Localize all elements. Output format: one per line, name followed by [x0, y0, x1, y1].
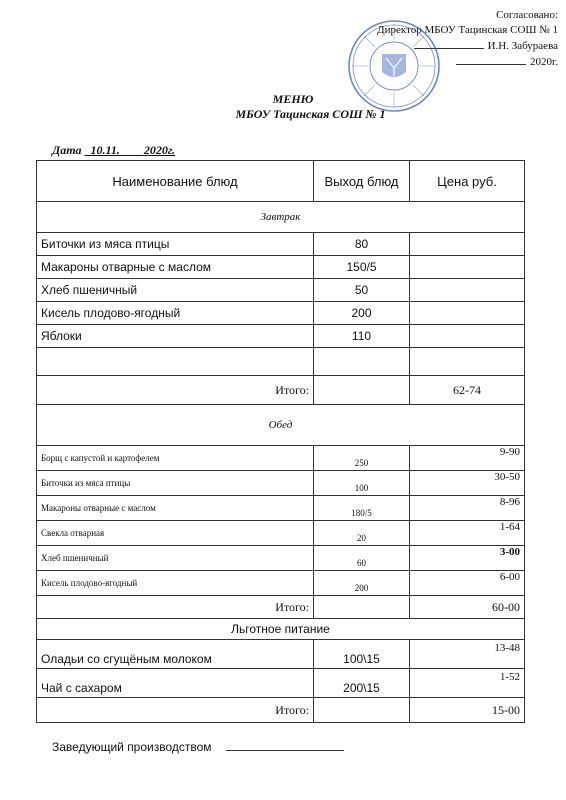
approval-year: 2020г.: [377, 54, 558, 70]
dish-price: [410, 256, 525, 279]
menu-date: [52, 143, 175, 158]
footer-signature: [52, 740, 344, 754]
dish-price: [410, 325, 525, 348]
dish-price: 13-48: [410, 640, 525, 669]
dish-name: Макароны отварные с маслом: [37, 256, 314, 279]
dish-name: Кисель плодово-ягодный: [37, 302, 314, 325]
table-row: [37, 325, 525, 348]
approval-heading: Согласовано:: [496, 9, 558, 21]
table-row: [37, 279, 525, 302]
dish-price: 9-90: [410, 446, 525, 471]
dish-price: 8-96: [410, 496, 525, 521]
dish-portion: 200\15: [314, 669, 410, 698]
breakfast-total: 62-74: [410, 376, 525, 405]
dish-portion: 60: [314, 546, 410, 571]
dish-portion: 100\15: [314, 640, 410, 669]
dish-name: Хлеб пшеничный: [37, 279, 314, 302]
dish-price: 30-50: [410, 471, 525, 496]
lunch-total-row: [37, 596, 525, 619]
table-row: [37, 546, 525, 571]
table-row: [37, 571, 525, 596]
table-row: [37, 446, 525, 471]
table-row: [37, 302, 525, 325]
dish-portion: 150/5: [314, 256, 410, 279]
table-row: [37, 640, 525, 669]
dish-name: Яблоки: [37, 325, 314, 348]
dish-price: 6-00: [410, 571, 525, 596]
table-row: [37, 496, 525, 521]
dish-name: Борщ с капустой и картофелем: [37, 446, 314, 471]
dish-name: Свекла отварная: [37, 521, 314, 546]
dish-portion: 110: [314, 325, 410, 348]
date-line: [456, 54, 526, 65]
dish-portion: 80: [314, 233, 410, 256]
dish-price: [410, 279, 525, 302]
dish-name: Чай с сахаром: [37, 669, 314, 698]
dish-portion: 180/5: [314, 496, 410, 521]
dish-name: Хлеб пшеничный: [37, 546, 314, 571]
dish-portion: 50: [314, 279, 410, 302]
dish-price: [410, 233, 525, 256]
lunch-total: 60-00: [410, 596, 525, 619]
total-label: Итого:: [37, 698, 314, 723]
dish-portion: 100: [314, 471, 410, 496]
total-label: Итого:: [37, 596, 314, 619]
approval-position: Директор МБОУ Тацинская СОШ № 1: [377, 24, 558, 36]
section-benefit: Льготное питание: [37, 619, 525, 640]
table-row: [37, 471, 525, 496]
total-label: Итого:: [37, 376, 314, 405]
dish-price: [410, 302, 525, 325]
dish-name: Макароны отварные с маслом: [37, 496, 314, 521]
menu-heading: МЕНЮ: [272, 92, 314, 106]
dish-name: Кисель плодово-ягодный: [37, 571, 314, 596]
dish-portion: 250: [314, 446, 410, 471]
dish-name: Оладьи со сгущёным молоком: [37, 640, 314, 669]
table-row: [37, 256, 525, 279]
header-price: Цена руб.: [410, 161, 525, 202]
date-value: 10.11. 2020г.: [90, 143, 176, 157]
approval-signatory: И.Н. Забураева: [377, 38, 558, 54]
table-row: [37, 521, 525, 546]
section-breakfast: Завтрак: [37, 202, 525, 233]
header-dish-name: Наименование блюд: [37, 161, 314, 202]
dish-portion: 200: [314, 302, 410, 325]
manager-label: Заведующий производством: [52, 740, 212, 754]
dish-portion: 200: [314, 571, 410, 596]
school-name: МБОУ Тацинская СОШ № 1: [235, 107, 386, 121]
dish-price: 3-00: [410, 546, 525, 571]
menu-title: [0, 92, 566, 122]
benefit-total: 15-00: [410, 698, 525, 723]
table-header-row: [37, 161, 525, 202]
section-lunch: Обед: [37, 405, 525, 446]
dish-price: 1-64: [410, 521, 525, 546]
dish-name: Биточки из мяса птицы: [37, 471, 314, 496]
dish-name: Биточки из мяса птицы: [37, 233, 314, 256]
table-row: [37, 669, 525, 698]
signature-line: [226, 740, 344, 751]
header-portion: Выход блюд: [314, 161, 410, 202]
table-row: [37, 233, 525, 256]
dish-price: 1-52: [410, 669, 525, 698]
breakfast-total-row: [37, 376, 525, 405]
date-label: Дата: [52, 143, 82, 157]
benefit-total-row: [37, 698, 525, 723]
dish-portion: 20: [314, 521, 410, 546]
menu-table: [36, 160, 525, 723]
table-row-empty: [37, 348, 525, 376]
